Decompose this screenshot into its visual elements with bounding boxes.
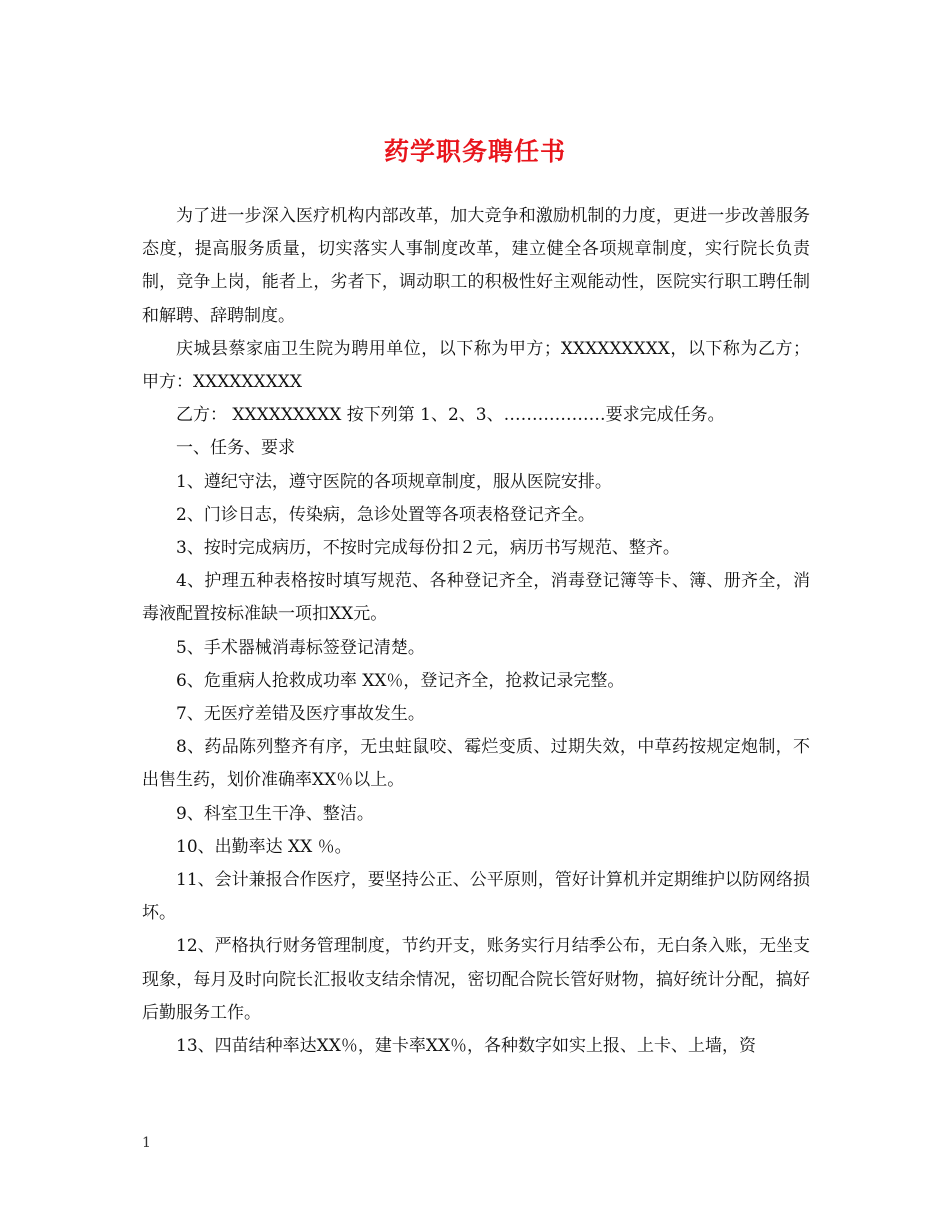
list-item: 9、科室卫生干净、整洁。: [176, 803, 374, 824]
paragraph-parties: 庆城县蔡家庙卫生院为聘用单位，以下称为甲方；XXXXXXXXX，以下称为乙方；甲方：XXXXXXXXX: [142, 338, 810, 393]
list-item: 13、四苗结种率达XX％，建卡率XX％，各种数字如实上报、上卡、上墙，资: [176, 1036, 757, 1057]
list-item: 4、护理五种表格按时填写规范、各种登记齐全，消毒登记簿等卡、簿、册齐全，消毒液配置按标准缺一项扣XX元。: [142, 571, 810, 625]
section-heading-tasks: 一、任务、要求: [176, 438, 295, 459]
document-title: 药学职务聘任书: [383, 137, 566, 166]
list-item: 7、无医疗差错及医疗事故发生。: [176, 704, 425, 725]
list-item: 12、严格执行财务管理制度，节约开支，账务实行月结季公布，无白条入账，无坐支现象，每月及时向院长汇报收支结余情况，密切配合院长管好财物，搞好统计分配，搞好后勤服务工作。: [142, 936, 810, 1023]
list-item: 8、药品陈列整齐有序，无虫蛀鼠咬、霉烂变质、过期失效，中草药按规定炮制，不出售生药，划价准确率XX％以上。: [142, 737, 810, 791]
list-item: 6、危重病人抢救成功率 XX％，登记齐全，抢救记录完整。: [176, 670, 625, 691]
list-item: 1、遵纪守法，遵守医院的各项规章制度，服从医院安排。: [176, 471, 612, 492]
list-item: 2、门诊日志，传染病，急诊处置等各项表格登记齐全。: [176, 504, 595, 525]
paragraph-party-b: 乙方： XXXXXXXXX 按下列第 1、2、3、………………要求完成任务。: [176, 405, 725, 426]
page-number: 1: [142, 1135, 151, 1151]
document-body: [142, 200, 810, 1063]
list-item: 5、手术器械消毒标签登记清楚。: [176, 637, 425, 658]
list-item: 10、出勤率达 XX ％。: [176, 836, 352, 857]
list-item: 3、按时完成病历，不按时完成每份扣２元，病历书写规范、整齐。: [176, 538, 680, 559]
paragraph-intro: 为了进一步深入医疗机构内部改革，加大竞争和激励机制的力度，更进一步改善服务态度，提高服务质量，切实落实人事制度改革，建立健全各项规章制度，实行院长负责制，竞争上岗，能者上，劣者下，调动职工的积极性好主观能动性，医院实行职工聘任制和解聘、辞聘制度。: [142, 206, 810, 326]
list-item: 11、会计兼报合作医疗，要坚持公正、公平原则，管好计算机并定期维护以防网络损坏。: [142, 870, 810, 924]
